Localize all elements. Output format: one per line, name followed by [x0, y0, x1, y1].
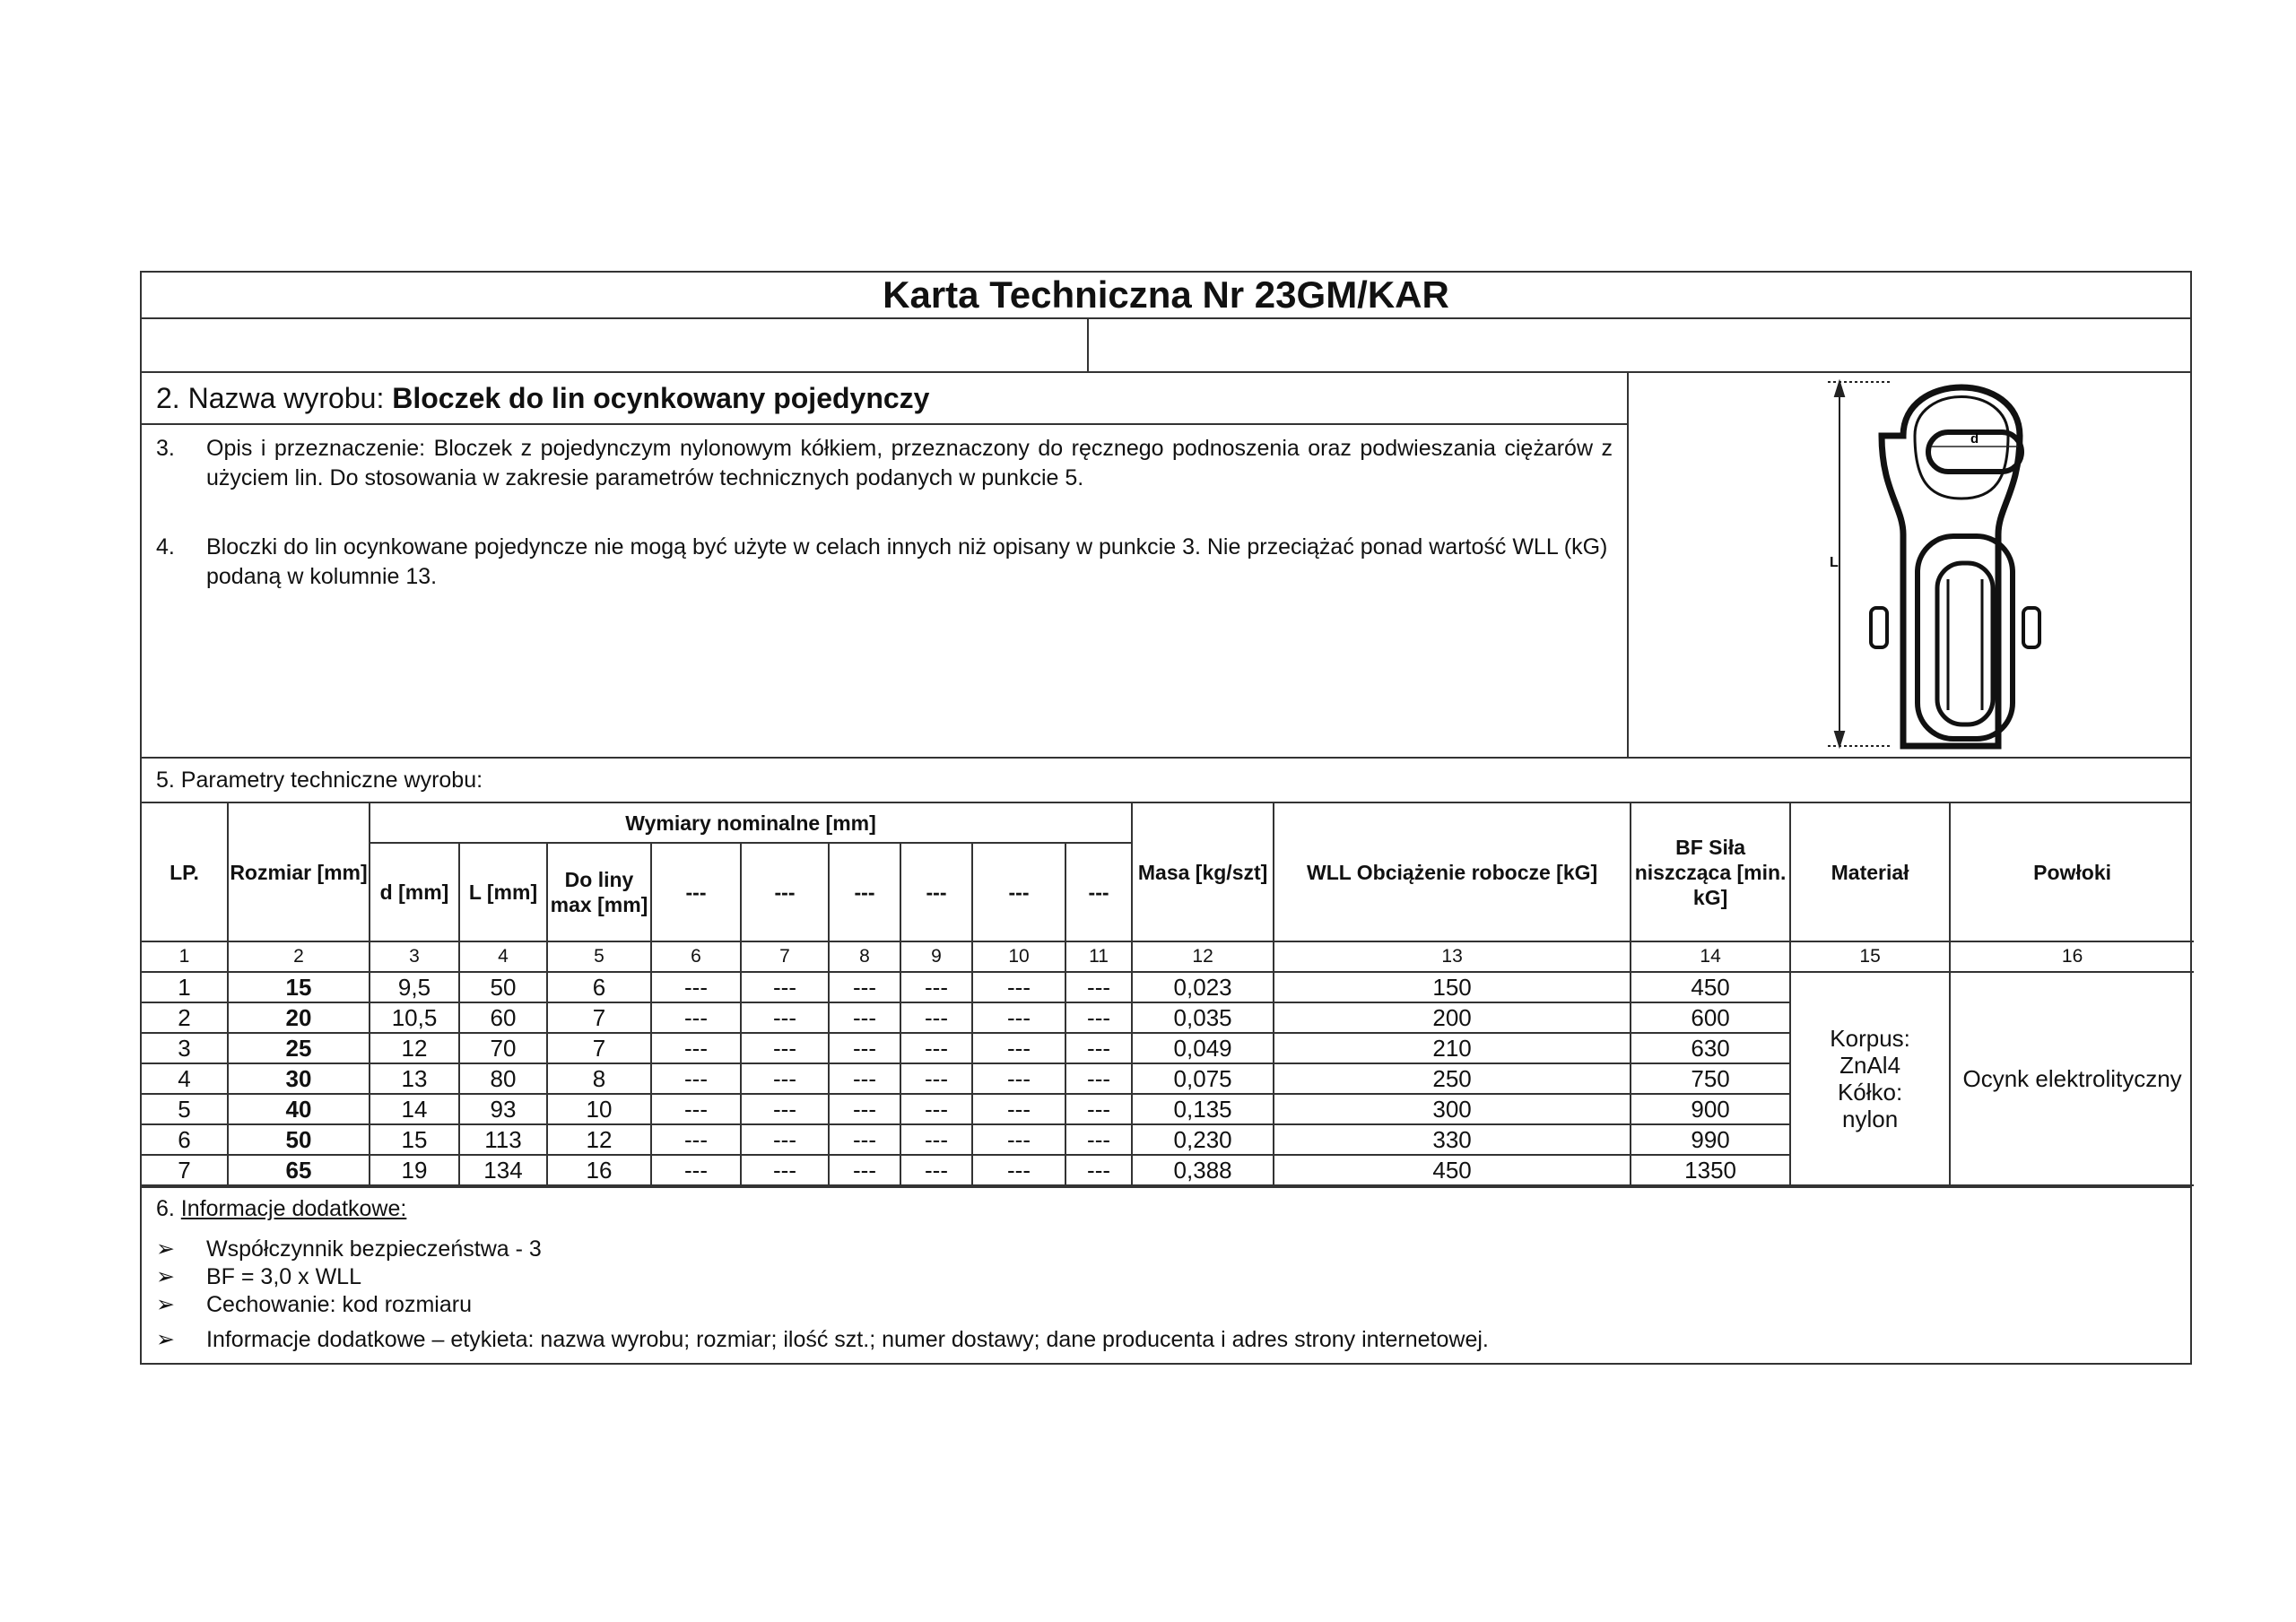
header-d: d [mm]	[370, 843, 459, 941]
cell-dash: ---	[1065, 1155, 1132, 1185]
cell-masa: 0,230	[1132, 1124, 1274, 1155]
cell-do-liny: 6	[547, 972, 651, 1002]
cell-lp: 4	[142, 1063, 228, 1094]
point-text: Bloczki do lin ocynkowane pojedyncze nie mogą być użyte w celach innych niż opisany w punkcie 3. Nie przeciążać ponad wartość WLL (kG) podaną w kolumnie 13.	[206, 534, 1608, 589]
header-powloki: Powłoki	[1950, 803, 2194, 941]
cell-lp: 1	[142, 972, 228, 1002]
cell-dash: ---	[741, 1063, 829, 1094]
cell-dash: ---	[900, 1063, 972, 1094]
section-number: 6.	[156, 1196, 181, 1221]
nylon-wheel	[1937, 563, 1993, 724]
dimension-d-label: d	[1970, 431, 1979, 447]
cell-dash: ---	[900, 1033, 972, 1063]
material-line: Kółko:	[1837, 1079, 1903, 1106]
header-bf: BF Siła niszcząca [min. kG]	[1631, 803, 1790, 941]
cell-L: 80	[459, 1063, 547, 1094]
cell-rozmiar: 20	[228, 1002, 370, 1033]
cell-dash: ---	[829, 1155, 900, 1185]
cell-bf: 1350	[1631, 1155, 1790, 1185]
cell-d: 10,5	[370, 1002, 459, 1033]
point-number: 3.	[156, 436, 175, 461]
cell-d: 9,5	[370, 972, 459, 1002]
arrow-bullet-icon: ➢	[156, 1327, 175, 1352]
product-drawing-cell	[1629, 373, 2190, 757]
cell-L: 113	[459, 1124, 547, 1155]
info-bullet	[156, 1326, 2176, 1354]
cell-masa: 0,388	[1132, 1155, 1274, 1185]
cell-bf: 900	[1631, 1094, 1790, 1124]
description-point-3	[142, 434, 1627, 493]
blank-cell-right	[1089, 319, 2190, 371]
technical-sheet	[140, 271, 2192, 1365]
cell-rozmiar: 25	[228, 1033, 370, 1063]
cell-dash: ---	[741, 1002, 829, 1033]
point-number: 4.	[156, 534, 175, 559]
header-wymiary: Wymiary nominalne [mm]	[370, 803, 1132, 843]
material-line: Korpus:	[1830, 1025, 1910, 1052]
cell-rozmiar: 50	[228, 1124, 370, 1155]
header-do-liny: Do liny max [mm]	[547, 843, 651, 941]
index-cell: 2	[228, 941, 370, 972]
cell-lp: 5	[142, 1094, 228, 1124]
cell-L: 70	[459, 1033, 547, 1063]
cell-dash: ---	[972, 1063, 1065, 1094]
cell-wll: 450	[1274, 1155, 1631, 1185]
cell-dash: ---	[651, 972, 741, 1002]
cell-dash: ---	[972, 1155, 1065, 1185]
cell-dash: ---	[829, 1094, 900, 1124]
material-line: ZnAl4	[1839, 1052, 1901, 1079]
additional-info-section	[142, 1186, 2190, 1363]
header-col-10: ---	[972, 843, 1065, 941]
bullet-text: Informacje dodatkowe – etykieta: nazwa wyrobu; rozmiar; ilość szt.; numer dostawy; dane producenta i adres strony internetowej.	[206, 1327, 1489, 1352]
cell-dash: ---	[1065, 972, 1132, 1002]
cell-masa: 0,049	[1132, 1033, 1274, 1063]
cell-wll: 150	[1274, 972, 1631, 1002]
cell-dash: ---	[651, 1002, 741, 1033]
cell-dash: ---	[1065, 1124, 1132, 1155]
header-col-6: ---	[651, 843, 741, 941]
cell-dash: ---	[741, 972, 829, 1002]
cell-bf: 630	[1631, 1033, 1790, 1063]
info-bullet	[156, 1236, 2176, 1263]
cell-dash: ---	[1065, 1094, 1132, 1124]
header-col-7: ---	[741, 843, 829, 941]
header-lp: LP.	[142, 803, 228, 941]
cell-lp: 6	[142, 1124, 228, 1155]
cell-wll: 250	[1274, 1063, 1631, 1094]
cell-dash: ---	[972, 1002, 1065, 1033]
params-title: 5. Parametry techniczne wyrobu:	[142, 759, 2190, 803]
product-info-section	[142, 373, 2190, 759]
cell-dash: ---	[829, 1033, 900, 1063]
cell-masa: 0,075	[1132, 1063, 1274, 1094]
index-cell: 14	[1631, 941, 1790, 972]
index-cell: 13	[1274, 941, 1631, 972]
cell-L: 50	[459, 972, 547, 1002]
cell-dash: ---	[972, 1124, 1065, 1155]
additional-info-heading	[156, 1195, 2176, 1223]
cell-dash: ---	[651, 1094, 741, 1124]
product-name: Bloczek do lin ocynkowany pojedynczy	[392, 382, 930, 414]
cell-L: 60	[459, 1002, 547, 1033]
cell-dash: ---	[741, 1155, 829, 1185]
bullet-text: Współczynnik bezpieczeństwa - 3	[206, 1236, 542, 1262]
cell-L: 93	[459, 1094, 547, 1124]
index-cell: 12	[1132, 941, 1274, 972]
section-heading: Informacje dodatkowe:	[180, 1196, 407, 1221]
cell-masa: 0,135	[1132, 1094, 1274, 1124]
header-masa: Masa [kg/szt]	[1132, 803, 1274, 941]
header-wll: WLL Obciążenie robocze [kG]	[1274, 803, 1631, 941]
header-col-11: ---	[1065, 843, 1132, 941]
cell-rozmiar: 15	[228, 972, 370, 1002]
cell-powloki: Ocynk elektrolityczny	[1950, 972, 2194, 1185]
cell-wll: 210	[1274, 1033, 1631, 1063]
cell-dash: ---	[900, 1002, 972, 1033]
cell-dash: ---	[651, 1063, 741, 1094]
header-material: Materiał	[1790, 803, 1950, 941]
cell-dash: ---	[972, 1033, 1065, 1063]
cell-do-liny: 8	[547, 1063, 651, 1094]
description-point-4	[142, 533, 1627, 592]
cell-wll: 300	[1274, 1094, 1631, 1124]
cell-rozmiar: 65	[228, 1155, 370, 1185]
axle-boss-left	[1871, 608, 1887, 647]
index-cell: 3	[370, 941, 459, 972]
material-line: nylon	[1842, 1106, 1899, 1132]
arrow-bullet-icon: ➢	[156, 1264, 175, 1289]
cell-dash: ---	[829, 1124, 900, 1155]
dimension-L-label: L	[1830, 555, 1839, 570]
info-bullet	[156, 1263, 2176, 1291]
cell-dash: ---	[829, 972, 900, 1002]
product-name-row	[142, 373, 1627, 425]
cell-d: 19	[370, 1155, 459, 1185]
cell-dash: ---	[741, 1033, 829, 1063]
cell-rozmiar: 40	[228, 1094, 370, 1124]
cell-dash: ---	[1065, 1033, 1132, 1063]
pulley-block-drawing	[1629, 373, 2190, 757]
index-cell: 7	[741, 941, 829, 972]
product-description	[142, 373, 1629, 757]
cell-lp: 2	[142, 1002, 228, 1033]
cell-d: 12	[370, 1033, 459, 1063]
cell-bf: 990	[1631, 1124, 1790, 1155]
header-col-9: ---	[900, 843, 972, 941]
header-col-8: ---	[829, 843, 900, 941]
arrow-bullet-icon: ➢	[156, 1292, 175, 1317]
cell-do-liny: 12	[547, 1124, 651, 1155]
cell-dash: ---	[972, 972, 1065, 1002]
cell-dash: ---	[900, 972, 972, 1002]
axle-boss-right	[2023, 608, 2039, 647]
cell-bf: 600	[1631, 1002, 1790, 1033]
cell-d: 15	[370, 1124, 459, 1155]
index-cell: 8	[829, 941, 900, 972]
index-cell: 6	[651, 941, 741, 972]
cell-lp: 7	[142, 1155, 228, 1185]
cell-dash: ---	[829, 1002, 900, 1033]
index-cell: 11	[1065, 941, 1132, 972]
cell-dash: ---	[829, 1063, 900, 1094]
arrow-bullet-icon: ➢	[156, 1236, 175, 1262]
cell-do-liny: 10	[547, 1094, 651, 1124]
index-cell: 9	[900, 941, 972, 972]
cell-dash: ---	[651, 1033, 741, 1063]
cell-material	[1790, 972, 1950, 1185]
cell-masa: 0,035	[1132, 1002, 1274, 1033]
cell-do-liny: 7	[547, 1002, 651, 1033]
sheet-title: Karta Techniczna Nr 23GM/KAR	[142, 273, 2190, 319]
cell-dash: ---	[1065, 1002, 1132, 1033]
bullet-text: Cechowanie: kod rozmiaru	[206, 1292, 472, 1317]
cell-wll: 200	[1274, 1002, 1631, 1033]
index-cell: 10	[972, 941, 1065, 972]
cell-dash: ---	[651, 1155, 741, 1185]
cell-dash: ---	[900, 1094, 972, 1124]
cell-dash: ---	[1065, 1063, 1132, 1094]
info-bullet	[156, 1291, 2176, 1319]
cell-d: 13	[370, 1063, 459, 1094]
cell-bf: 750	[1631, 1063, 1790, 1094]
column-index-row	[142, 941, 2194, 972]
index-cell: 1	[142, 941, 228, 972]
blank-row	[142, 319, 2190, 373]
cell-do-liny: 7	[547, 1033, 651, 1063]
blank-cell-left	[142, 319, 1089, 371]
cell-dash: ---	[900, 1124, 972, 1155]
cell-wll: 330	[1274, 1124, 1631, 1155]
index-cell: 15	[1790, 941, 1950, 972]
bullet-text: BF = 3,0 x WLL	[206, 1264, 361, 1289]
cell-dash: ---	[972, 1094, 1065, 1124]
index-cell: 16	[1950, 941, 2194, 972]
parameters-table	[142, 803, 2194, 1186]
cell-dash: ---	[651, 1124, 741, 1155]
cell-dash: ---	[741, 1094, 829, 1124]
cell-L: 134	[459, 1155, 547, 1185]
index-cell: 5	[547, 941, 651, 972]
header-L: L [mm]	[459, 843, 547, 941]
header-rozmiar: Rozmiar [mm]	[228, 803, 370, 941]
cell-dash: ---	[741, 1124, 829, 1155]
cell-bf: 450	[1631, 972, 1790, 1002]
cell-lp: 3	[142, 1033, 228, 1063]
point-text: Opis i przeznaczenie: Bloczek z pojedynczym nylonowym kółkiem, przeznaczony do ręcznego podnoszenia oraz podwieszania ciężarów z użyciem lin. Do stosowania w zakresie parametrów technicznych podanych w punkcie 5.	[206, 436, 1613, 490]
cell-d: 14	[370, 1094, 459, 1124]
product-name-label: 2. Nazwa wyrobu:	[156, 382, 393, 414]
table-row	[142, 972, 2194, 1002]
cell-masa: 0,023	[1132, 972, 1274, 1002]
cell-rozmiar: 30	[228, 1063, 370, 1094]
index-cell: 4	[459, 941, 547, 972]
cell-do-liny: 16	[547, 1155, 651, 1185]
cell-dash: ---	[900, 1155, 972, 1185]
